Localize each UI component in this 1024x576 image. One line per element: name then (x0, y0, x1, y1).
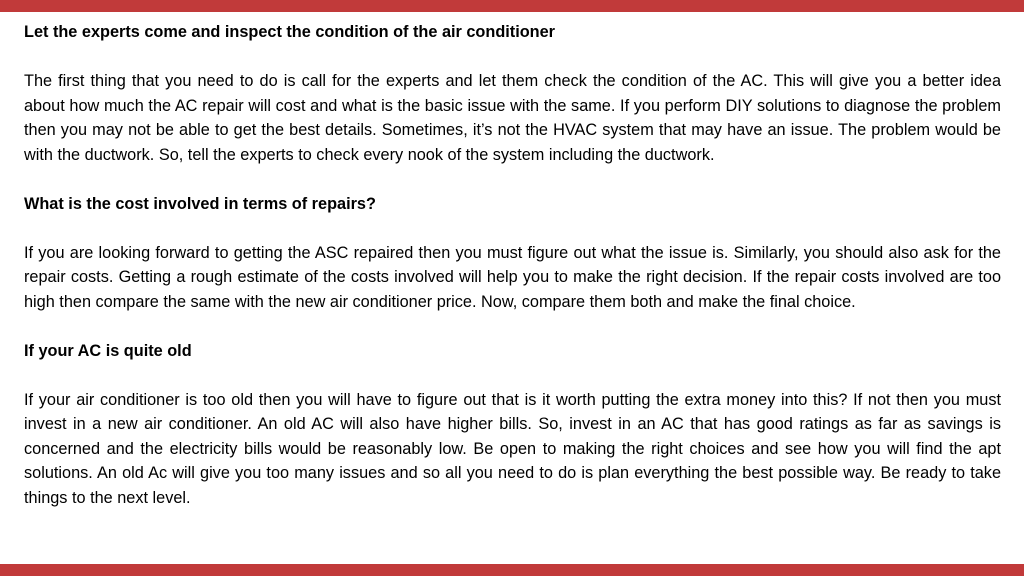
document-content (24, 20, 1001, 510)
section-1-paragraph: The first thing that you need to do is call for the experts and let them check the condition of the AC. This will give you a better idea about how much the AC repair will cost and what is the basic issue with the same. If you perform DIY solutions to diagnose the problem then you may not be able to get the best details. Sometimes, it’s not the HVAC system that may have an issue. The problem would be with the ductwork. So, tell the experts to check every nook of the system including the ductwork. (24, 72, 1001, 164)
top-accent-band (0, 0, 1024, 12)
section-1-heading: Let the experts come and inspect the condition of the air conditioner (24, 23, 556, 41)
section-2-paragraph: If you are looking forward to getting the ASC repaired then you must figure out what the issue is. Similarly, you should also ask for the repair costs. Getting a rough estimate of the costs involved will help you to make the right decision. If the repair costs involved are too high then compare the same with the new air conditioner price. Now, compare them both and make the final choice. (24, 243, 1001, 311)
spacer (24, 216, 1001, 241)
spacer (24, 167, 1001, 192)
spacer (24, 45, 1001, 70)
section-3-paragraph: If your air conditioner is too old then you will have to figure out that is it worth putting the extra money into this? If not then you must invest in a new air conditioner. An old AC will also have higher bills. So, invest in an AC that has good ratings as far as savings is concerned and the electricity bills would be reasonably low. Be open to making the right choices and see how you will find the apt solutions. An old Ac will give you too many issues and so all you need to do is plan everything the best possible way. Be ready to take things to the next level. (24, 390, 1001, 507)
spacer (24, 363, 1001, 388)
section-3-heading: If your AC is quite old (24, 341, 192, 360)
spacer (24, 314, 1001, 339)
bottom-accent-band (0, 564, 1024, 576)
section-2-heading: What is the cost involved in terms of repairs? (24, 194, 376, 213)
